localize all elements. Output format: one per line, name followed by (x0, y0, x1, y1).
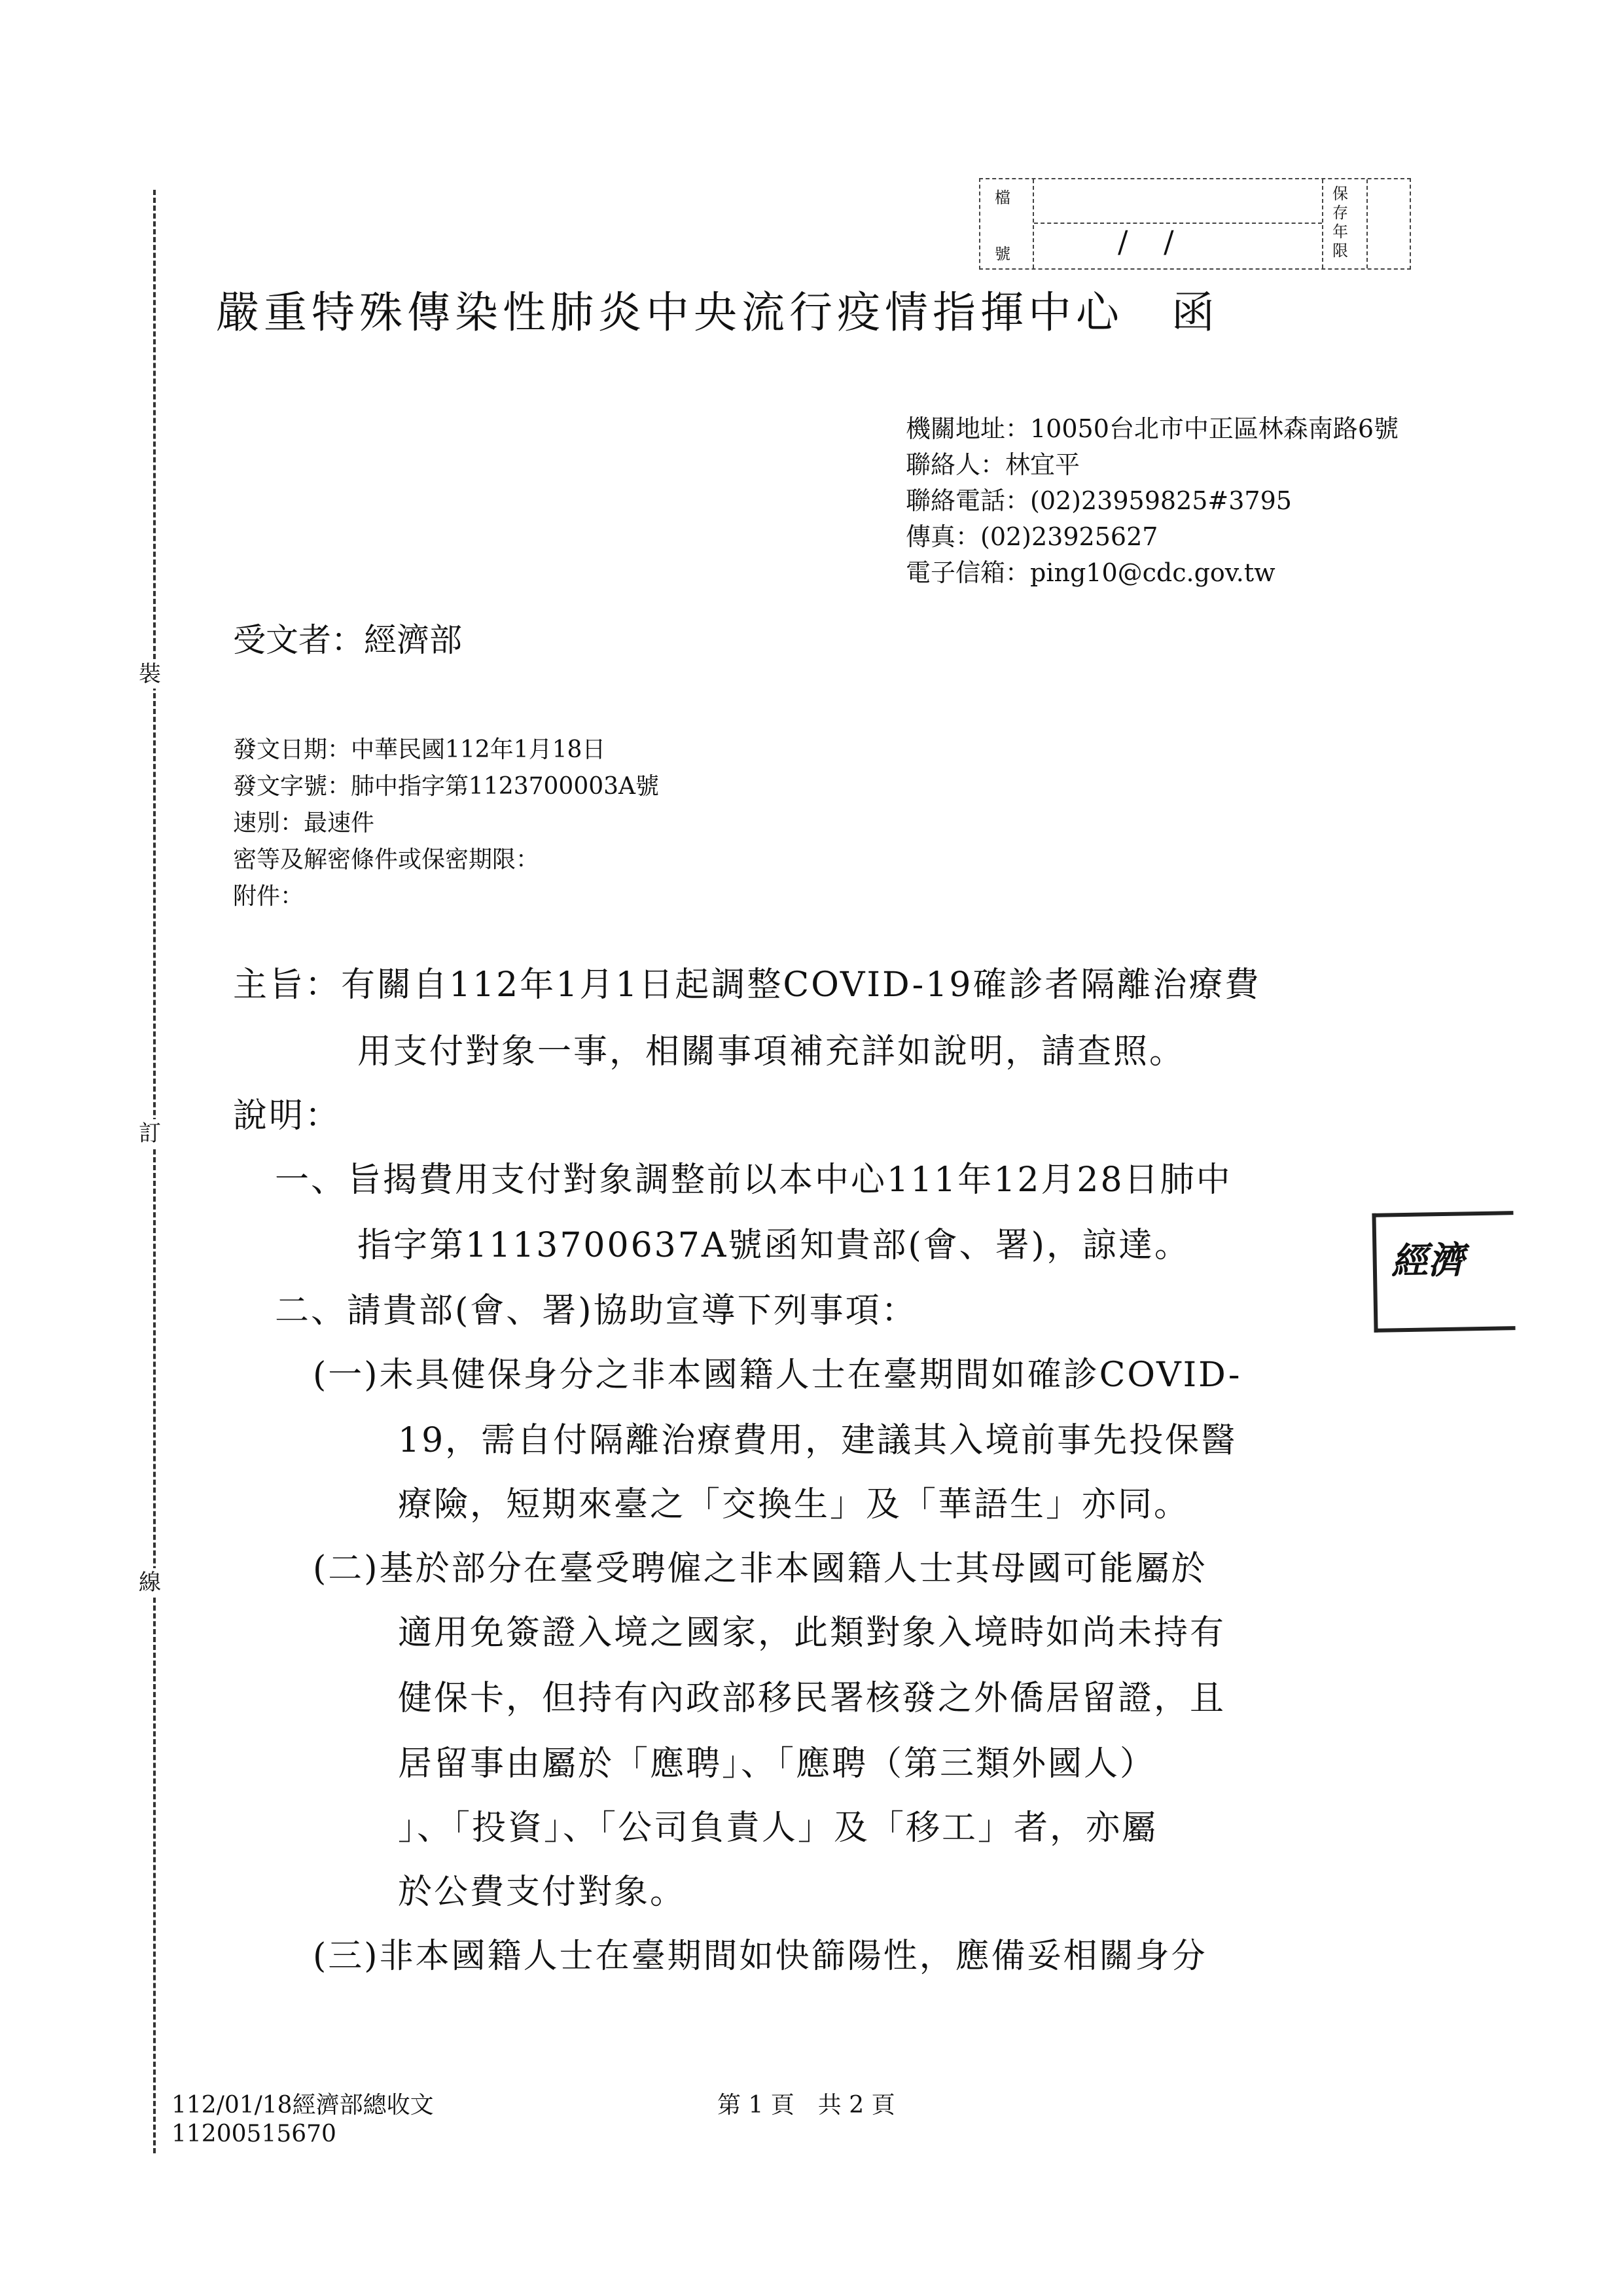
recipient: 受文者：經濟部 (233, 621, 462, 659)
subitem-3-line-1: (三)非本國籍人士在臺期間如快篩陽性，應備妥相關身分 (313, 1937, 1207, 1976)
subitem-2-line-6: 於公費支付對象。 (398, 1873, 687, 1912)
item-2-heading: 二、請貴部(會、署)協助宣導下列事項： (275, 1291, 918, 1331)
item-1-line-2: 指字第1113700637A號函知貴部(會、署)，諒達。 (357, 1226, 1190, 1265)
subitem-1-line-3: 療險，短期來臺之「交換生」及「華語生」亦同。 (398, 1485, 1190, 1524)
agency-contact-person: 聯絡人：林宜平 (906, 450, 1080, 479)
subitem-1-line-2: 19，需自付隔離治療費用，建議其入境前事先投保醫 (398, 1421, 1238, 1460)
document-meta (233, 732, 659, 915)
binding-mark-xian: 線 (139, 1570, 161, 1596)
receipt-stamp (1372, 1211, 1515, 1333)
binding-mark-ding: 訂 (139, 1121, 161, 1147)
receipt-number: 11200515670 (171, 2121, 336, 2147)
retention-label: 保存年限 (1332, 185, 1348, 260)
agency-contact-info (906, 411, 1399, 591)
stamp-text: 經濟 (1391, 1238, 1465, 1283)
agency-address: 機關地址：10050台北市中正區林森南路6號 (906, 414, 1399, 443)
page-number: 第 1 頁 共 2 頁 (717, 2092, 895, 2119)
agency-fax: 傳真：(02)23925627 (906, 522, 1158, 551)
confidentiality: 密等及解密條件或保密期限： (233, 846, 540, 873)
document-title: 嚴重特殊傳染性肺炎中央流行疫情指揮中心 函 (216, 287, 1219, 338)
attachments: 附件： (233, 883, 304, 910)
subitem-2-line-2: 適用免簽證入境之國家，此類對象入境時如尚未持有 (398, 1613, 1226, 1653)
subitem-2-line-5: 」、「投資」、「公司負責人」及「移工」者，亦屬 (398, 1808, 1158, 1848)
subject-line-2: 用支付對象一事，相關事項補充詳如說明，請查照。 (357, 1032, 1186, 1071)
archive-slashes: / / (1118, 224, 1187, 259)
document-number: 發文字號：肺中指字第1123700003A號 (233, 773, 660, 800)
explanation-heading: 說明： (233, 1096, 342, 1136)
urgency: 速別：最速件 (233, 810, 375, 836)
archive-number-box (979, 178, 1411, 270)
agency-phone: 聯絡電話：(02)23959825#3795 (906, 486, 1292, 515)
subitem-1-line-1: (一)未具健保身分之非本國籍人士在臺期間如確診COVID- (313, 1355, 1242, 1395)
subject-line-1: 主旨：有關自112年1月1日起調整COVID-19確診者隔離治療費 (233, 965, 1261, 1005)
issue-date: 發文日期：中華民國112年1月18日 (233, 736, 606, 763)
subitem-2-line-1: (二)基於部分在臺受聘僱之非本國籍人士其母國可能屬於 (313, 1549, 1207, 1588)
binding-line (153, 190, 156, 2153)
agency-email: 電子信箱：ping10@cdc.gov.tw (906, 558, 1275, 587)
item-1-line-1: 一、旨揭費用支付對象調整前以本中心111年12月28日肺中 (275, 1160, 1232, 1200)
archive-label-bottom: 號 (995, 245, 1010, 263)
binding-mark-zhuang: 裝 (139, 661, 161, 687)
subitem-2-line-4: 居留事由屬於「應聘」、「應聘（第三類外國人） (398, 1744, 1156, 1784)
subitem-2-line-3: 健保卡，但持有內政部移民署核發之外僑居留證，且 (398, 1679, 1226, 1718)
archive-label-top: 檔 (995, 188, 1010, 207)
receipt-date: 112/01/18經濟部總收文 (171, 2092, 434, 2119)
